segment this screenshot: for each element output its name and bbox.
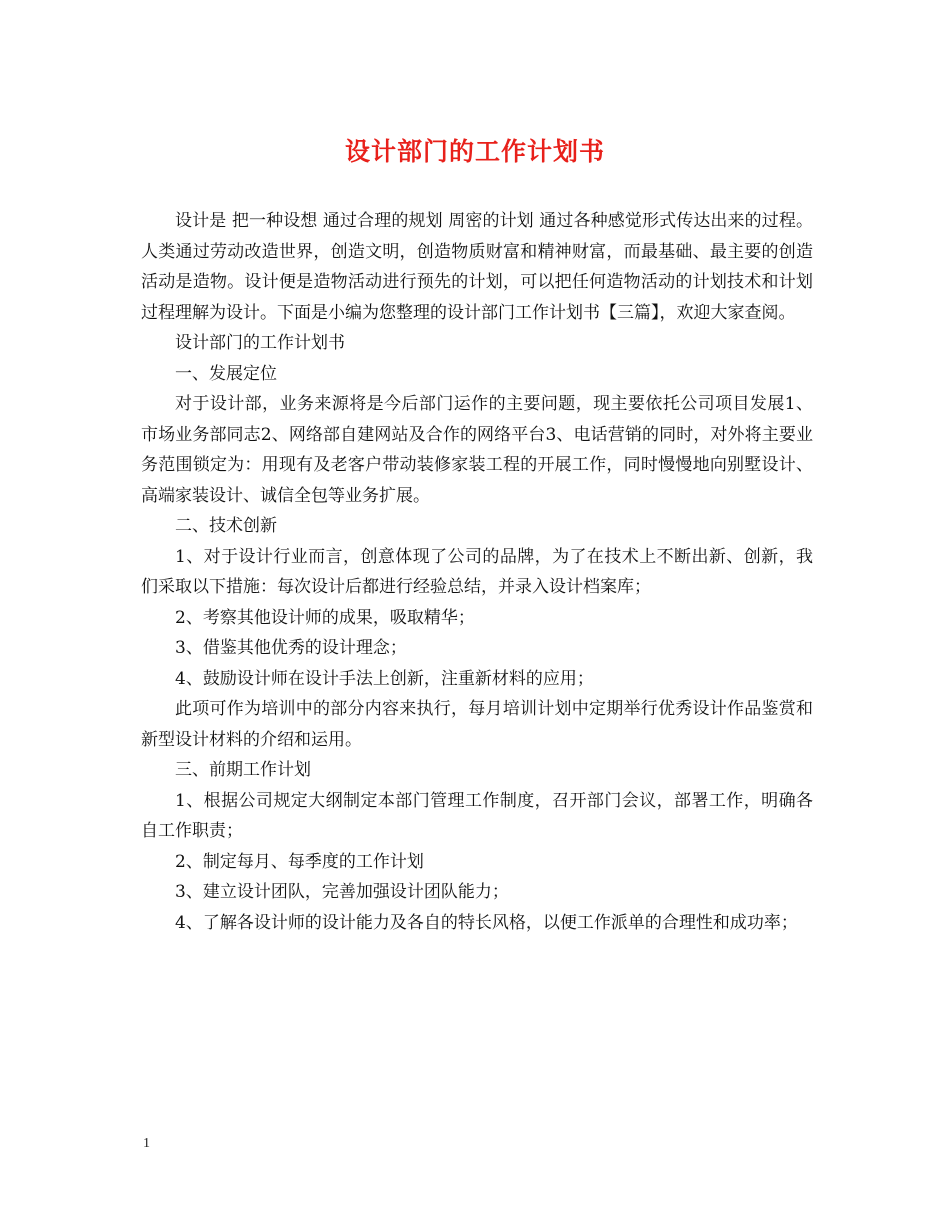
list-item-innovation-3: 3、借鉴其他优秀的设计理念； xyxy=(175,638,407,658)
paragraph-intro: 设计是 把一种设想 通过合理的规划 周密的计划 通过各种感觉形式传达出来的过程。人类通过劳动改造世界，创造文明，创造物质财富和精神财富，而最基础、最主要的创造活动是造物。设计便是造物活动进行预先的计划，可以把任何造物活动的计划技术和计划过程理解为设计。下面是小编为您整理的设计部门工作计划书【三篇】，欢迎大家查阅。 xyxy=(141,211,813,323)
section-heading-3: 三、前期工作计划 xyxy=(175,760,311,780)
list-item-innovation-2: 2、考察其他设计师的成果，吸取精华； xyxy=(175,607,475,628)
paragraph-positioning: 对于设计部，业务来源将是今后部门运作的主要问题，现主要依托公司项目发展1、市场业务部同志2、网络部自建网站及合作的网络平台3、电话营销的同时，对外将主要业务范围锁定为：用现有及老客户带动装修家装工程的开展工作，同时慢慢地向别墅设计、高端家装设计、诚信全包等业务扩展。 xyxy=(141,394,813,506)
list-item-plan-2: 2、制定每月、每季度的工作计划 xyxy=(175,851,424,872)
document-body xyxy=(141,206,813,938)
paragraph-subtitle: 设计部门的工作计划书 xyxy=(175,333,345,353)
list-item-innovation-4: 4、鼓励设计师在设计手法上创新，注重新材料的应用； xyxy=(175,668,594,689)
list-item-innovation-1: 1、对于设计行业而言，创意体现了公司的品牌，为了在技术上不断出新、创新，我们采取以下措施：每次设计后都进行经验总结，并录入设计档案库； xyxy=(141,546,813,597)
document-title: 设计部门的工作计划书 xyxy=(344,137,605,166)
list-item-plan-3: 3、建立设计团队，完善加强设计团队能力； xyxy=(175,882,509,902)
list-item-plan-4: 4、了解各设计师的设计能力及各自的特长风格，以便工作派单的合理性和成功率； xyxy=(175,912,798,933)
list-item-plan-1: 1、根据公司规定大纲制定本部门管理工作制度，召开部门会议，部署工作，明确各自工作职责； xyxy=(141,790,813,841)
section-heading-1: 一、发展定位 xyxy=(175,363,277,384)
paragraph-training: 此项可作为培训中的部分内容来执行，每月培训计划中定期举行优秀设计作品鉴赏和新型设计材料的介绍和运用。 xyxy=(141,699,813,750)
page-number: 1 xyxy=(143,1136,150,1151)
section-heading-2: 二、技术创新 xyxy=(175,516,277,536)
